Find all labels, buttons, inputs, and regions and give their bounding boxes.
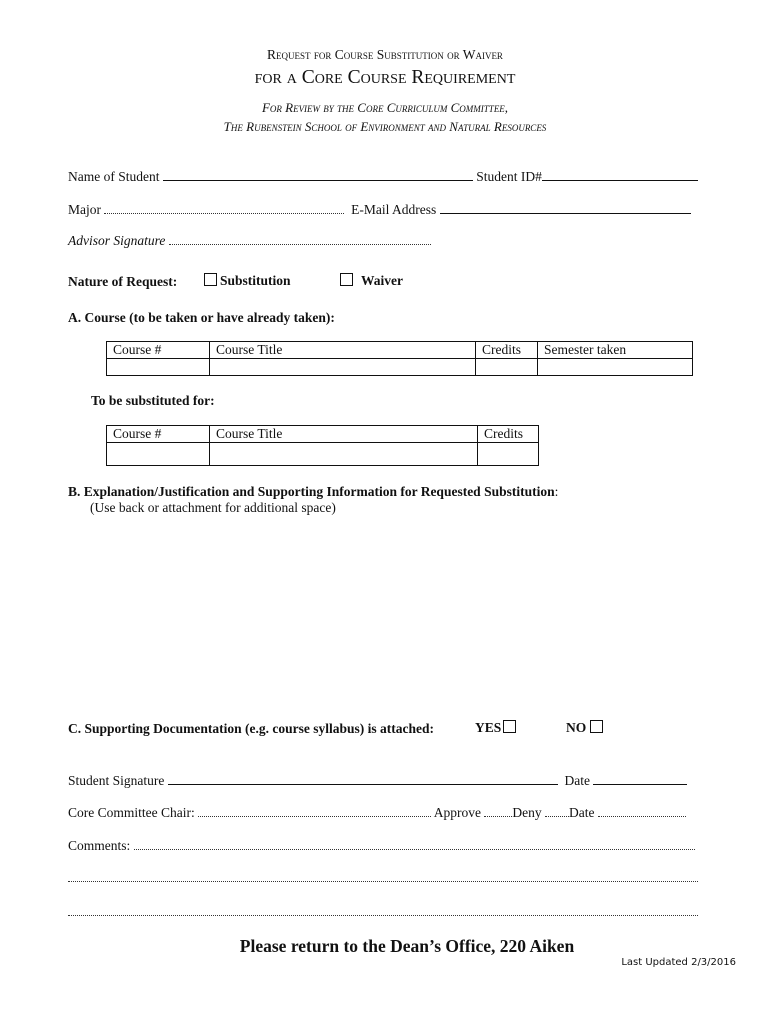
comments-row: [68, 838, 695, 854]
student-id-label: Student ID#: [476, 169, 542, 184]
last-updated: Last Updated 2/3/2016: [621, 957, 736, 968]
chair-signature-field[interactable]: [198, 805, 431, 817]
course-title-header: Course Title: [210, 342, 476, 359]
table-row: [107, 359, 693, 376]
major-label: Major: [68, 202, 101, 217]
no-option[interactable]: [566, 720, 606, 736]
approve-label: Approve: [433, 805, 481, 820]
form-title-line2: for a Core Course Requirement: [254, 67, 516, 88]
no-checkbox[interactable]: [590, 720, 603, 733]
semester-cell[interactable]: [538, 359, 693, 376]
major-field[interactable]: [104, 202, 344, 214]
deny-label: Deny: [512, 805, 542, 820]
request-label: Nature of Request:: [68, 274, 178, 289]
explanation-area[interactable]: [68, 522, 702, 702]
waiver-checkbox[interactable]: [340, 273, 353, 286]
sub-course-title-cell[interactable]: [210, 443, 478, 466]
credits-cell[interactable]: [476, 359, 538, 376]
student-date-field[interactable]: [593, 772, 687, 785]
section-b-heading: [68, 484, 558, 500]
student-name-row: [68, 168, 698, 185]
major-row: [68, 201, 691, 218]
yes-checkbox[interactable]: [503, 720, 516, 733]
advisor-signature-field[interactable]: [169, 233, 431, 245]
section-a-title: A. Course (to be taken or have already taken):: [68, 310, 335, 325]
section-c-title: C. Supporting Documentation (e.g. course syllabus) is attached:: [68, 721, 435, 736]
chair-date-field[interactable]: [598, 805, 686, 817]
substituted-course-table: [106, 425, 539, 466]
section-b-note: (Use back or attachment for additional space): [90, 500, 336, 515]
semester-header: Semester taken: [538, 342, 693, 359]
comments-line-2[interactable]: [68, 870, 698, 882]
approve-field[interactable]: [484, 805, 512, 817]
sub-course-number-cell[interactable]: [107, 443, 210, 466]
form-subtitle-line2: The Rubenstein School of Environment and Natural Resources: [223, 119, 547, 134]
chair-row: [68, 805, 686, 821]
sub-course-title-header: Course Title: [210, 426, 478, 443]
student-date-label: Date: [564, 773, 590, 788]
sub-course-number-header: Course #: [107, 426, 210, 443]
waiver-label: Waiver: [361, 273, 403, 288]
student-signature-row: [68, 772, 687, 789]
substituted-for-label: To be substituted for:: [91, 393, 215, 408]
form-subtitle-line1: For Review by the Core Curriculum Committee,: [261, 100, 509, 115]
student-signature-label: Student Signature: [68, 773, 165, 788]
substitution-checkbox[interactable]: [204, 273, 217, 286]
course-title-cell[interactable]: [210, 359, 476, 376]
no-label: NO: [566, 720, 587, 735]
advisor-row: [68, 233, 431, 249]
substitution-label: Substitution: [220, 273, 291, 288]
waiver-option[interactable]: [340, 273, 403, 289]
yes-label: YES: [475, 720, 502, 735]
table-row: [107, 443, 539, 466]
email-field[interactable]: [440, 201, 691, 214]
yes-option[interactable]: [475, 720, 519, 736]
return-instructions: Please return to the Dean’s Office, 220 Aiken: [239, 936, 575, 956]
comments-line-3[interactable]: [68, 904, 698, 916]
email-label: E-Mail Address: [351, 202, 437, 217]
course-number-cell[interactable]: [107, 359, 210, 376]
deny-field[interactable]: [545, 805, 569, 817]
table-row: [107, 426, 539, 443]
student-signature-field[interactable]: [168, 772, 558, 785]
sub-credits-cell[interactable]: [478, 443, 539, 466]
student-name-field[interactable]: [163, 168, 473, 181]
comments-label: Comments:: [68, 838, 131, 853]
comments-field[interactable]: [134, 838, 695, 850]
sub-credits-header: Credits: [478, 426, 539, 443]
credits-header: Credits: [476, 342, 538, 359]
section-b-title: B. Explanation/Justification and Supporting Information for Requested Substitution: [68, 484, 555, 499]
substitution-option[interactable]: [204, 273, 291, 289]
section-b-colon: :: [554, 484, 559, 499]
course-number-header: Course #: [107, 342, 210, 359]
advisor-signature-label: Advisor Signature: [68, 233, 166, 248]
chair-date-label: Date: [569, 805, 595, 820]
student-name-label: Name of Student: [68, 169, 160, 184]
student-id-field[interactable]: [542, 168, 698, 181]
course-table: [106, 341, 693, 376]
chair-label: Core Committee Chair:: [68, 805, 195, 820]
form-title-line1: Request for Course Substitution or Waiver: [267, 47, 503, 62]
table-row: [107, 342, 693, 359]
